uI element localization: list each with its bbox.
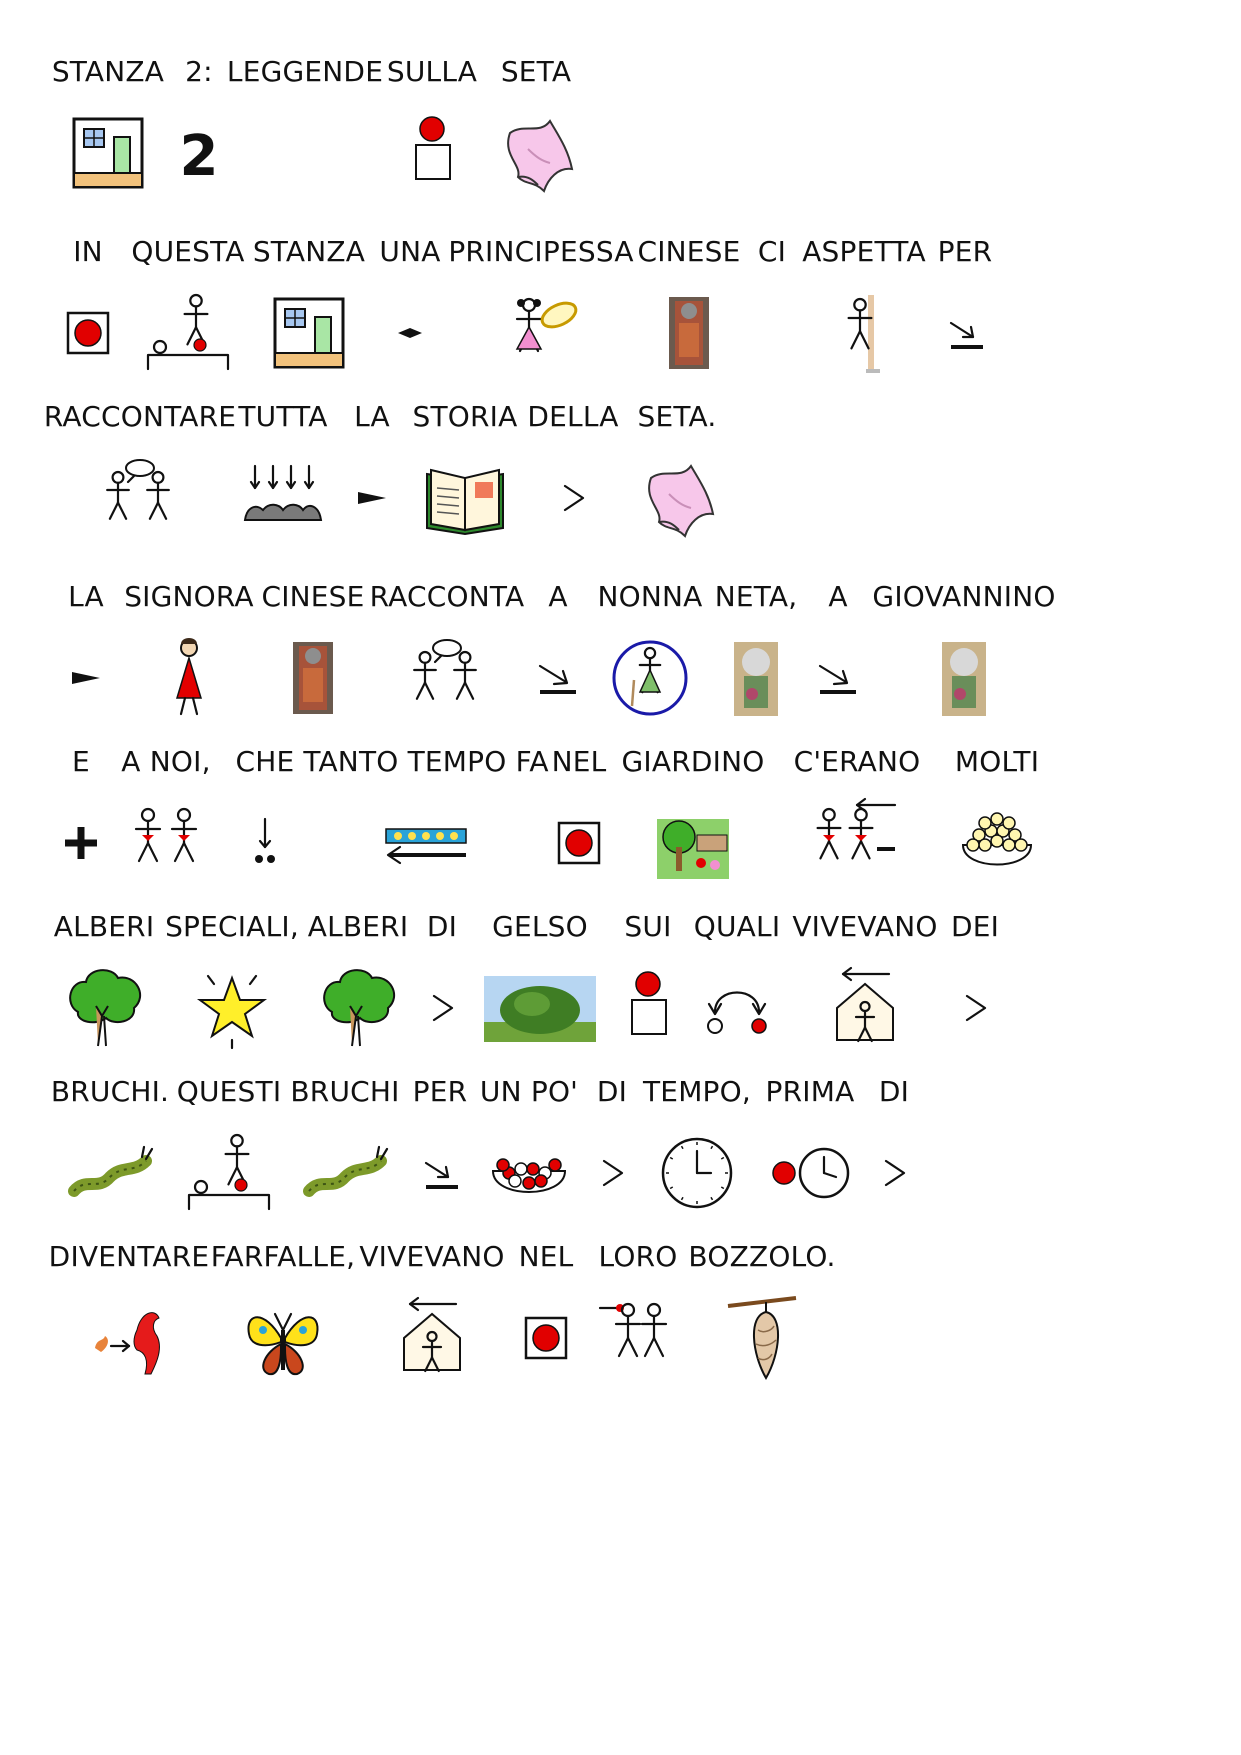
on-top-icon — [384, 105, 480, 201]
us-two-people-icon — [118, 795, 214, 891]
word-label: BRUCHI — [290, 1075, 400, 1108]
clock-icon — [649, 1125, 745, 1221]
word-label: BRUCHI. — [50, 1075, 170, 1108]
waiting-person-icon — [816, 285, 912, 381]
before-clock-icon — [762, 1125, 858, 1221]
symbol-row — [0, 580, 1241, 760]
word-label: GIARDINO — [621, 745, 765, 778]
chinese-statue-photo-icon — [641, 285, 737, 381]
word-label: TUTTA — [238, 400, 328, 433]
word-label: NONNA — [597, 580, 703, 613]
chinese-statue-photo-icon — [265, 630, 361, 726]
caterpillar-icon — [297, 1125, 393, 1221]
word-label: DEI — [950, 910, 1000, 943]
article-triangle-icon — [324, 450, 420, 546]
word-label: CINESE — [637, 235, 741, 268]
word-label: TANTO TEMPO FA — [303, 745, 549, 778]
of-chevron-icon — [564, 1125, 660, 1221]
word-label: MOLTI — [954, 745, 1040, 778]
grandmother-icon — [602, 630, 698, 726]
tree-icon — [310, 960, 406, 1056]
symbol-row — [0, 745, 1241, 925]
that-arrow-dots-icon — [217, 795, 313, 891]
symbol-row — [0, 1240, 1241, 1420]
word-label: SULLA — [386, 55, 478, 88]
lady-icon — [141, 630, 237, 726]
to-arrow-icon — [510, 630, 606, 726]
symbol-row — [0, 55, 1241, 235]
lived-house-icon — [384, 1290, 480, 1386]
there-were-people-icon — [809, 795, 905, 891]
word-label: DIVENTARE — [48, 1240, 210, 1273]
number-2-text: 2 — [179, 124, 219, 189]
word-label: STANZA — [51, 55, 165, 88]
word-label: NEL — [551, 745, 607, 778]
word-label: GELSO — [492, 910, 588, 943]
word-label: DI — [426, 910, 458, 943]
garden-icon — [645, 795, 741, 891]
word-label: RACCONTARE — [43, 400, 237, 433]
open-book-icon — [417, 450, 513, 546]
word-label: DI — [596, 1075, 628, 1108]
symbol-row — [0, 400, 1241, 580]
word-label: TEMPO, — [643, 1075, 751, 1108]
word-label: SUI — [624, 910, 672, 943]
caterpillar-icon — [62, 1125, 158, 1221]
word-label: STANZA — [252, 235, 366, 268]
grandmother-photo-icon — [916, 630, 1012, 726]
become-icon — [81, 1290, 177, 1386]
inside-box-icon — [40, 285, 136, 381]
word-label: NEL — [518, 1240, 574, 1273]
word-label: UNA — [379, 235, 441, 268]
word-label: C'ERANO — [793, 745, 921, 778]
word-label: PRIMA — [765, 1075, 855, 1108]
inside-box-icon — [498, 1290, 594, 1386]
for-arrow-icon — [392, 1125, 488, 1221]
princess-girl-icon — [493, 285, 589, 381]
cocoon-icon — [714, 1290, 810, 1386]
word-label: QUESTI — [176, 1075, 282, 1108]
word-label: SPECIALI, — [165, 910, 299, 943]
butterfly-icon — [235, 1290, 331, 1386]
word-label: CINESE — [261, 580, 365, 613]
of-chevron-icon — [846, 1125, 942, 1221]
on-top-icon — [600, 960, 696, 1056]
of-chevron-icon — [394, 960, 490, 1056]
article-triangle-icon — [38, 630, 134, 726]
of-chevron-icon — [927, 960, 1023, 1056]
room-icon — [60, 105, 156, 201]
special-star-icon — [184, 960, 280, 1056]
word-label: VIVEVANO — [792, 910, 938, 943]
word-label: LA — [68, 580, 104, 613]
word-label: QUALI — [693, 910, 781, 943]
word-label: SETA — [500, 55, 572, 88]
word-label: SETA. — [637, 400, 717, 433]
word-label: QUESTA — [131, 235, 245, 268]
room-icon — [261, 285, 357, 381]
inside-box-icon — [531, 795, 627, 891]
word-label: PER — [937, 235, 993, 268]
their-people-icon — [590, 1290, 686, 1386]
this-person-pointing-icon — [181, 1125, 277, 1221]
silk-cloth-icon — [629, 450, 725, 546]
word-label: GIOVANNINO — [872, 580, 1056, 613]
symbol-row — [0, 910, 1241, 1090]
word-label: STORIA — [412, 400, 518, 433]
word-label: LEGGENDE — [226, 55, 384, 88]
for-arrow-icon — [917, 285, 1013, 381]
lived-house-icon — [817, 960, 913, 1056]
word-label: 2: — [185, 55, 213, 88]
word-label: CI — [757, 235, 787, 268]
word-label: VIVEVANO — [359, 1240, 505, 1273]
word-label: UN PO' — [479, 1075, 579, 1108]
word-label: DI — [878, 1075, 910, 1108]
symbol-row — [0, 235, 1241, 415]
word-label: FARFALLE, — [210, 1240, 356, 1273]
word-label: PER — [412, 1075, 468, 1108]
word-label: A NOI, — [121, 745, 211, 778]
all-group-icon — [235, 450, 331, 546]
word-label: A — [828, 580, 848, 613]
symbol-row — [0, 1075, 1241, 1255]
word-label: ASPETTA — [802, 235, 926, 268]
mulberry-tree-photo-icon — [492, 960, 588, 1056]
word-label: LA — [354, 400, 390, 433]
word-label: CHE — [235, 745, 295, 778]
word-label: IN — [73, 235, 103, 268]
article-diamond-icon — [362, 285, 458, 381]
word-label: NETA, — [714, 580, 798, 613]
silk-cloth-icon — [488, 105, 584, 201]
word-label: A — [548, 580, 568, 613]
word-label: DELLA — [527, 400, 619, 433]
tree-icon — [56, 960, 152, 1056]
word-label: SIGNORA — [124, 580, 254, 613]
word-label: RACCONTA — [369, 580, 525, 613]
this-person-pointing-icon — [140, 285, 236, 381]
many-bowl-icon — [949, 795, 1045, 891]
long-ago-timeline-icon — [378, 795, 474, 891]
plus-icon — [33, 795, 129, 891]
number-2-icon — [151, 105, 247, 201]
word-label: PRINCIPESSA — [448, 235, 634, 268]
a-little-bowl-icon — [481, 1125, 577, 1221]
word-label: LORO — [598, 1240, 678, 1273]
to-arrow-icon — [790, 630, 886, 726]
word-label: ALBERI — [307, 910, 409, 943]
word-label: BOZZOLO. — [688, 1240, 836, 1273]
which-arrow-icon — [689, 960, 785, 1056]
two-people-talking-icon — [92, 450, 188, 546]
two-people-talking-icon — [399, 630, 495, 726]
of-chevron-icon — [525, 450, 621, 546]
word-label: ALBERI — [53, 910, 155, 943]
word-label: E — [72, 745, 90, 778]
